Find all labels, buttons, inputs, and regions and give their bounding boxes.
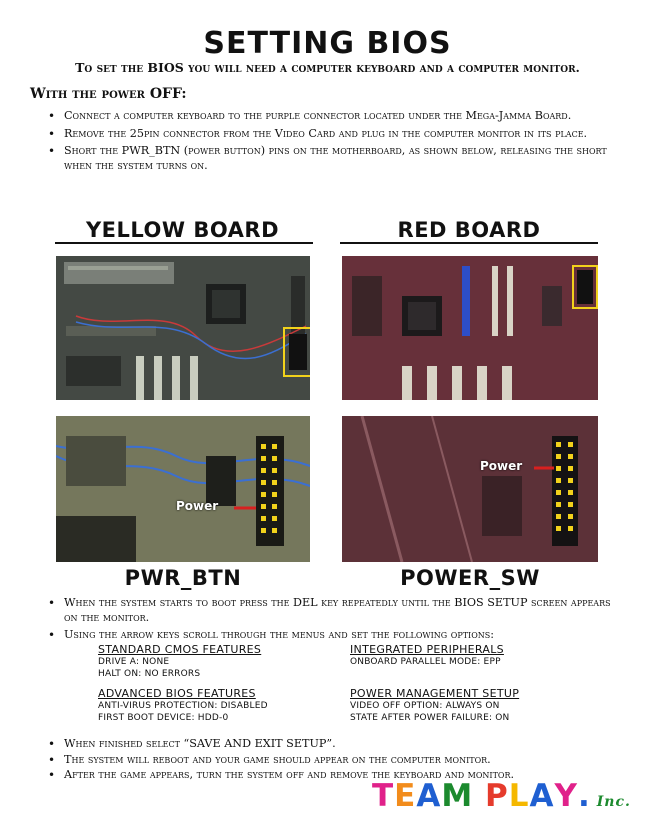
- power-sw-label: POWER_SW: [400, 566, 540, 590]
- step-set-options: • Using the arrow keys scroll through the menus and set the following options:: [46, 628, 626, 643]
- yellow-board-underline: [55, 242, 313, 244]
- yellow-board-overview-photo: [56, 256, 310, 400]
- power-management-heading: POWER MANAGEMENT SETUP: [350, 687, 520, 700]
- integrated-peripherals-line-1: ONBOARD PARALLEL MODE: EPP: [350, 657, 501, 667]
- team-play-logo: [372, 778, 632, 818]
- logo-inc: Inc.: [596, 794, 631, 810]
- logo-letter: M: [441, 778, 474, 814]
- logo-letter: A: [416, 778, 442, 814]
- advanced-bios-line-1: ANTI-VIRUS PROTECTION: DISABLED: [98, 701, 268, 711]
- logo-letter: L: [508, 778, 530, 814]
- power-management-line-1: VIDEO OFF OPTION: ALWAYS ON: [350, 701, 500, 711]
- step-save-exit: • When finished select “SAVE AND EXIT SETUP”.: [46, 737, 626, 752]
- advanced-bios-line-2: FIRST BOOT DEVICE: HDD-0: [98, 713, 229, 723]
- step-connect-keyboard: • Connect a computer keyboard to the purple connector located under the Mega-Jamma Board.: [46, 109, 616, 124]
- red-board-underline: [340, 242, 598, 244]
- logo-letter: T: [372, 778, 395, 814]
- advanced-bios-heading: ADVANCED BIOS FEATURES: [98, 687, 256, 700]
- standard-cmos-line-2: HALT ON: NO ERRORS: [98, 669, 201, 679]
- red-board-label: RED BOARD: [397, 218, 541, 242]
- red-power-tag: Power: [480, 459, 523, 473]
- logo-letter: A: [529, 778, 555, 814]
- step-press-del: • When the system starts to boot press the DEL key repeatedly until the BIOS SETUP screen appears on the monitor.: [46, 596, 626, 625]
- power-off-steps: [46, 109, 616, 176]
- step-turn-off: • After the game appears, turn the system off and remove the keyboard and monitor.: [46, 768, 626, 783]
- integrated-peripherals-heading: INTEGRATED PERIPHERALS: [350, 643, 504, 656]
- logo-letter: Y: [554, 778, 578, 814]
- logo-letter: .: [577, 778, 591, 814]
- standard-cmos-heading: STANDARD CMOS FEATURES: [98, 643, 262, 656]
- boot-steps: [46, 596, 626, 646]
- pwr-btn-label: PWR_BTN: [124, 566, 242, 590]
- yellow-board-closeup-photo: [56, 416, 310, 562]
- yellow-board-label: YELLOW BOARD: [85, 218, 280, 242]
- yellow-power-tag: Power: [176, 499, 219, 513]
- power-off-heading: With the power OFF:: [30, 86, 187, 102]
- logo-letter: [473, 778, 485, 814]
- standard-cmos-line-1: DRIVE A: NONE: [98, 657, 170, 667]
- step-reboot: • The system will reboot and your game should appear on the computer monitor.: [46, 753, 626, 768]
- page-title: SETTING BIOS: [203, 26, 452, 61]
- power-management-line-2: STATE AFTER POWER FAILURE: ON: [350, 713, 510, 723]
- red-board-closeup-photo: [342, 416, 598, 562]
- red-board-overview-photo: [342, 256, 598, 400]
- logo-letter: P: [485, 778, 509, 814]
- step-short-pins: • Short the PWR_BTN (power button) pins on the motherboard, as shown below, releasing the short when the system turns on.: [46, 144, 616, 173]
- logo-letter: E: [394, 778, 417, 814]
- page-subtitle: To set the BIOS you will need a computer keyboard and a computer monitor.: [75, 60, 580, 75]
- step-remove-connector: • Remove the 25pin connector from the Video Card and plug in the computer monitor in its place.: [46, 127, 616, 142]
